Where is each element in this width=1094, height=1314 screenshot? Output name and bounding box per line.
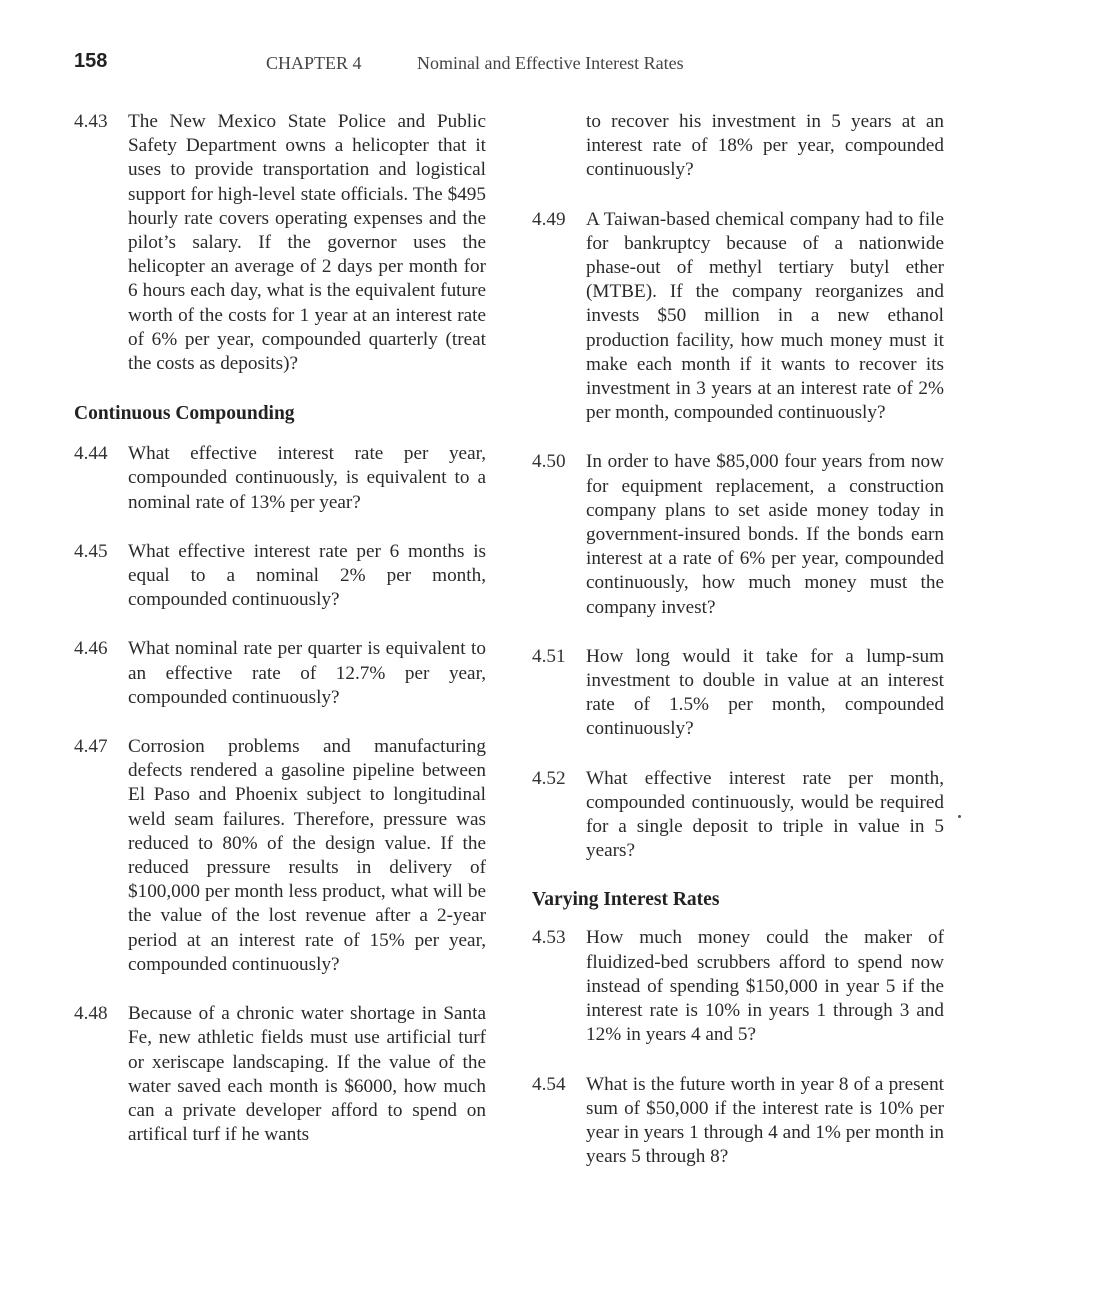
problem-4-47 <box>74 735 486 977</box>
problem-number: 4.53 <box>532 927 566 949</box>
problem-4-43 <box>74 110 486 376</box>
problem-4-54 <box>532 1073 944 1170</box>
problem-4-45 <box>74 540 486 613</box>
problem-text: How much money could the maker of fluidized-bed scrubbers afford to spend now instead of spending $150,000 in year 5 if the interest rate is 10% in years 1 through 3 and 12% in years 4 and 5? <box>586 927 944 1046</box>
problem-4-48 <box>74 1002 486 1147</box>
problem-number: 4.49 <box>532 208 566 230</box>
problem-4-44 <box>74 442 486 515</box>
problem-text: to recover his investment in 5 years at an interest rate of 18% per year, compounded continuously? <box>586 111 944 181</box>
right-column <box>532 110 944 1194</box>
stray-mark <box>958 815 961 818</box>
problem-text: What is the future worth in year 8 of a present sum of $50,000 if the interest rate is 10% per year in years 1 through 4 and 1% per month in years 5 through 8? <box>586 1073 944 1168</box>
problem-number: 4.54 <box>532 1073 566 1095</box>
problem-text: A Taiwan-based chemical company had to file for bankruptcy because of a nationwide phase-out of methyl tertiary butyl ether (MTBE). If the company reorganizes and invests $50 million in a new ethanol production facility, how much money must it make each month if it wants to recover its investment in 3 years at an interest rate of 2% per month, compounded continuously? <box>586 208 944 424</box>
problem-number: 4.51 <box>532 645 566 667</box>
problem-number: 4.50 <box>532 451 566 473</box>
problem-number: 4.47 <box>74 736 108 758</box>
problem-4-46 <box>74 637 486 710</box>
section-heading-continuous-compounding: Continuous Compounding <box>74 403 295 425</box>
problem-number: 4.45 <box>74 540 108 562</box>
problem-4-48-continued <box>532 110 944 183</box>
problem-number-blank <box>532 110 586 183</box>
problem-4-50 <box>532 450 944 619</box>
problem-number: 4.46 <box>74 638 108 660</box>
problem-number: 4.44 <box>74 443 108 465</box>
problem-text: What effective interest rate per 6 months is equal to a nominal 2% per month, compounded continuously? <box>128 540 486 611</box>
problem-text: What nominal rate per quarter is equivalent to an effective rate of 12.7% per year, compounded continuously? <box>128 638 486 708</box>
left-column <box>74 110 486 1172</box>
problem-number: 4.48 <box>74 1003 108 1025</box>
problem-text: How long would it take for a lump-sum investment to double in value at an interest rate of 1.5% per month, compounded continuously? <box>586 645 944 740</box>
problem-text: Corrosion problems and manufacturing defects rendered a gasoline pipeline between El Paso and Phoenix subject to longitudinal weld seam failures. Therefore, pressure was reduced to 80% of the design value. If the reduced pressure results in delivery of $100,000 per month less product, what will be the value of the lost revenue after a 2-year period at an interest rate of 15% per year, compounded continuously? <box>128 736 486 975</box>
problem-number: 4.52 <box>532 767 566 789</box>
problem-text: In order to have $85,000 four years from now for equipment replacement, a construction company plans to set aside money today in government-insured bonds. If the bonds earn interest at a rate of 6% per year, compounded continuously, how much money must the company invest? <box>586 451 944 618</box>
chapter-label: CHAPTER 4 <box>266 53 362 73</box>
problem-4-52 <box>532 767 944 864</box>
problem-text: The New Mexico State Police and Public Safety Department owns a helicopter that it uses to provide transportation and logistical support for high-level state officials. The $495 hourly rate covers operating expenses and the pilot’s salary. If the governor uses the helicopter an average of 2 days per month for 6 hours each day, what is the equivalent future worth of the costs for 1 year at an interest rate of 6% per year, compounded quarterly (treat the costs as deposits)? <box>128 111 486 375</box>
problem-text: What effective interest rate per year, compounded continuously, is equivalent to a nominal rate of 13% per year? <box>128 443 486 513</box>
page-number: 158 <box>74 50 108 72</box>
problem-4-49 <box>532 208 944 426</box>
problem-text: What effective interest rate per month, compounded continuously, would be required for a single deposit to triple in value in 5 years? <box>586 767 944 862</box>
problem-4-53 <box>532 926 944 1047</box>
chapter-title: Nominal and Effective Interest Rates <box>417 53 684 73</box>
problem-number: 4.43 <box>74 111 108 132</box>
section-heading-varying-interest-rates: Varying Interest Rates <box>532 889 720 911</box>
problem-4-51 <box>532 645 944 742</box>
problem-text: Because of a chronic water shortage in Santa Fe, new athletic fields must use artificial turf or xeriscape landscaping. If the value of the water saved each month is $6000, how much can a private developer afford to spend on artifical turf if he wants <box>128 1003 486 1146</box>
